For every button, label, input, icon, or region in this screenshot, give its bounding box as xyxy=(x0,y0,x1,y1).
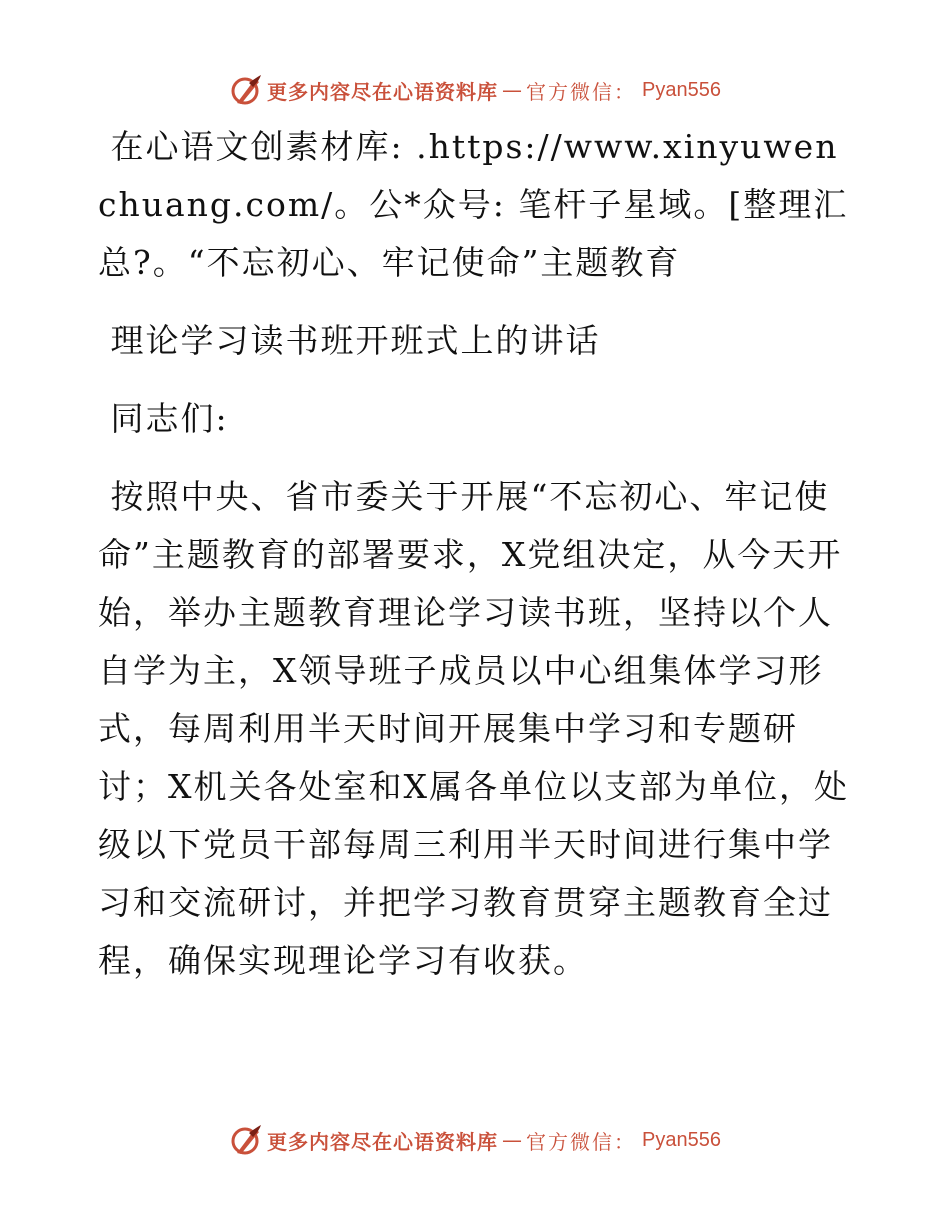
banner-official-label: 官方微信： xyxy=(526,79,637,104)
header-banner xyxy=(0,70,950,110)
salutation: 同志们: xyxy=(98,399,229,438)
intro-paragraph: 在心语文创素材库: .https://www.xinyuwenchuang.com/。公*众号: 笔杆子星域。[整理汇总?。“不忘初心、牢记使命”主题教育 xyxy=(98,127,849,282)
document-title: 理论学习读书班开班式上的讲话 xyxy=(98,321,601,360)
quill-logo-icon xyxy=(229,73,263,107)
banner-wechat-id: Pyan556 xyxy=(642,78,721,101)
footer-banner xyxy=(0,1120,950,1160)
banner-brand: 更多内容尽在心语资料库 xyxy=(267,1129,499,1154)
document-body xyxy=(98,118,853,990)
quill-logo-icon xyxy=(229,1123,263,1157)
banner-separator: — xyxy=(502,1128,523,1152)
banner-brand: 更多内容尽在心语资料库 xyxy=(267,79,499,104)
banner-separator: — xyxy=(502,78,523,102)
banner-official-label: 官方微信： xyxy=(526,1129,637,1154)
body-paragraph: 按照中央、省市委关于开展“不忘初心、牢记使命”主题教育的部署要求，X党组决定，从今天开始，举办主题教育理论学习读书班，坚持以个人自学为主，X领导班子成员以中心组集体学习形式，每周利用半天时间开展集中学习和专题研讨；X机关各处室和X属各单位以支部为单位，处级以下党员干部每周三利用半天时间进行集中学习和交流研讨，并把学习教育贯穿主题教育全过程，确保实现理论学习有收获。 xyxy=(98,477,849,980)
banner-wechat-id: Pyan556 xyxy=(642,1128,721,1151)
